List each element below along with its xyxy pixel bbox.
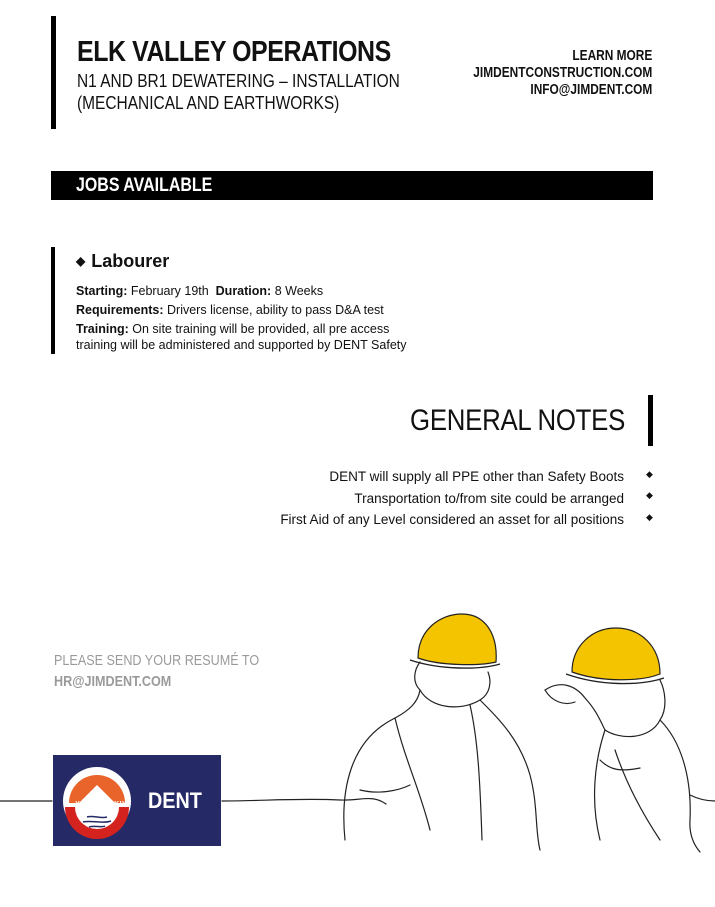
page-title: ELK VALLEY OPERATIONS [77,36,391,68]
note-item: Transportation to/from site could be arranged [354,490,624,506]
helmet-right [572,628,660,680]
note-item: First Aid of any Level considered an asset for all positions [280,512,624,527]
email-link[interactable]: INFO@JIMDENT.COM [530,82,652,98]
starting-label: Starting: [76,284,128,298]
job-training-line [76,322,389,336]
job-title-text: Labourer [91,251,170,271]
page-subtitle [77,70,400,114]
general-notes-title: GENERAL NOTES [409,404,625,437]
bullet-icon: ◆ [646,469,653,479]
job-starting-line [76,284,323,298]
jobs-available-banner [51,171,653,200]
logo-ring-text: YAQAN NUKIY [75,801,127,808]
learn-more-label: LEARN MORE [572,48,652,64]
bullet-icon: ◆ [646,490,653,500]
bullet-icon: ◆ [646,512,653,522]
training-label: Training: [76,322,129,336]
website-link[interactable]: JIMDENTCONSTRUCTION.COM [472,65,652,81]
duration-label: Duration: [215,284,272,298]
starting-value: February 19th [130,284,209,298]
job-accent-bar [51,247,55,354]
subtitle-line-1: N1 AND BR1 DEWATERING – INSTALLATION [77,71,400,91]
contact-block [473,48,652,99]
helmet-left [418,614,496,665]
logo-brand-text: DENT [148,788,202,813]
header-accent-bar [51,16,56,129]
dent-logo [53,755,221,846]
duration-value: 8 Weeks [274,284,324,298]
training-value-1: On site training will be provided, all pre access [132,322,390,336]
general-notes-list [280,466,624,531]
note-item: DENT will supply all PPE other than Safety Boots [329,469,624,484]
job-title [76,251,169,272]
requirements-label: Requirements: [76,303,164,317]
resume-email-link[interactable]: HR@JIMDENT.COM [54,673,172,690]
subtitle-line-2: (MECHANICAL AND EARTHWORKS) [77,93,340,113]
job-requirements-line [76,303,384,317]
jobs-banner-label: JOBS AVAILABLE [76,175,213,196]
resume-instruction: PLEASE SEND YOUR RESUMÉ TO [54,652,260,669]
requirements-value: Drivers license, ability to pass D&A test [167,303,384,317]
job-training-line-2: training will be administered and supported by DENT Safety [76,338,407,352]
general-notes-accent-bar [648,395,653,446]
bullet-icon: ◆ [76,254,86,268]
